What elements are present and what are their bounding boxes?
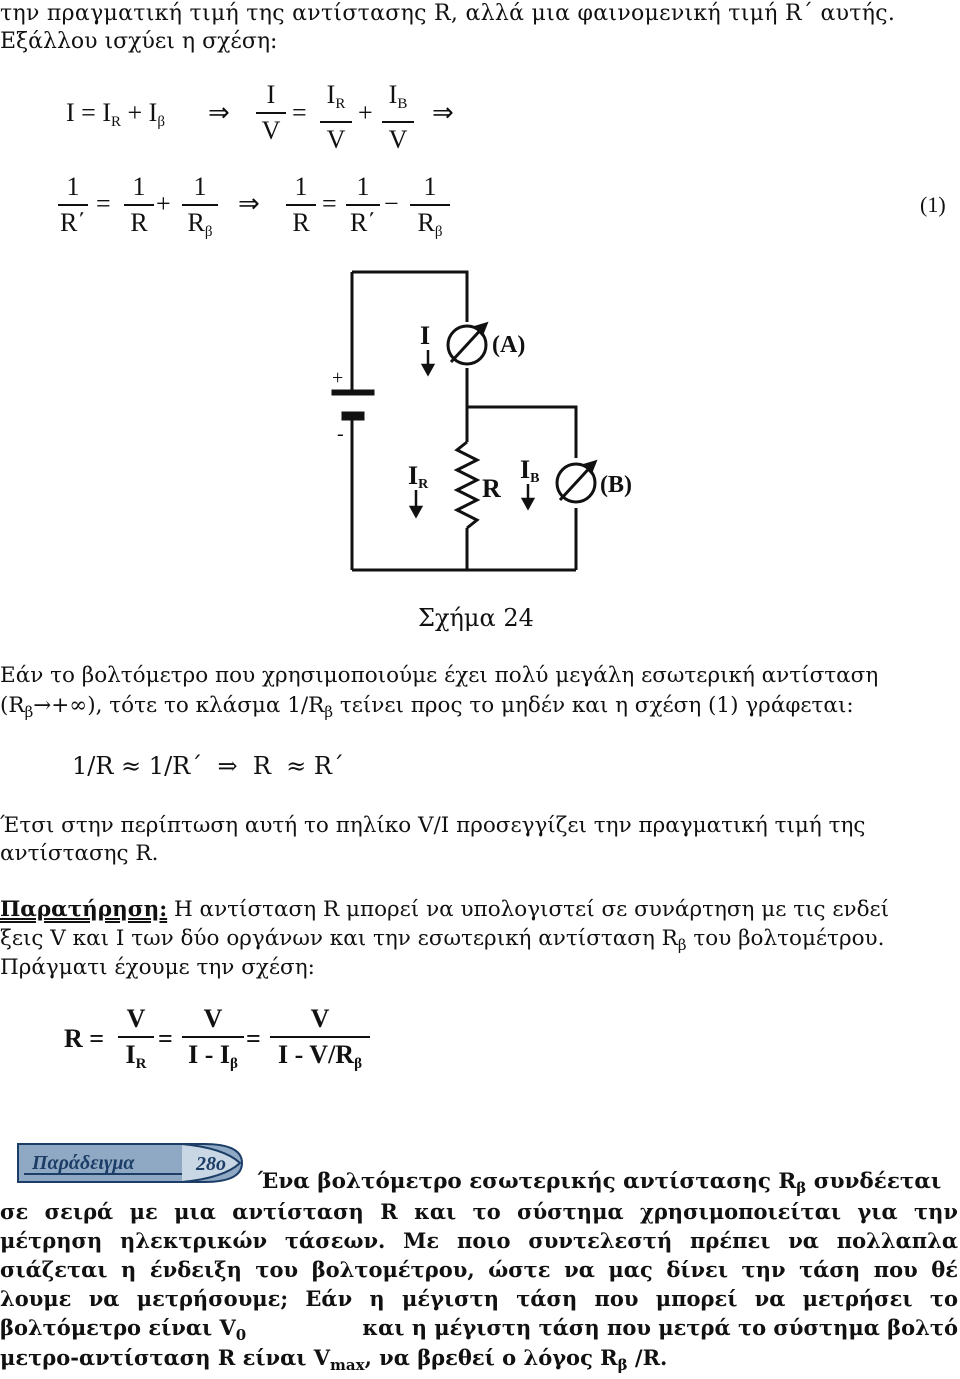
example-line-5: λουμε να μετρήσουμε; Εάν η μέγιστη τάση που μπορεί να μετρήσει το	[0, 1286, 958, 1311]
remark-line-3: Πράγματι έχουμε την σχέση:	[0, 955, 315, 980]
battery-plus-label: +	[332, 367, 344, 389]
fraction-1-over-rb-2: 1 $R_\beta$	[410, 172, 450, 247]
equation-current-sum	[66, 80, 586, 156]
equals-symbol: =	[158, 1024, 173, 1053]
implies-symbol: ⇒	[208, 98, 230, 127]
label-current-i: I	[420, 321, 431, 350]
equals-symbol: =	[96, 189, 111, 218]
approximation-equation: 1/R ≈ 1/R΄ ⇒ R ≈ R΄	[72, 752, 344, 780]
fraction-v-over-i-minus-ib: V I - $I_\beta$	[182, 1004, 244, 1079]
resistor-zigzag	[457, 442, 477, 528]
implies-symbol-2: ⇒	[432, 98, 454, 127]
remark-line-2: ξεις V και I των δύο οργάνων και την εσωτερική αντίσταση $R_\beta$ του βολτομέτρου.	[0, 926, 885, 954]
paragraph-2-line-2: αντίστασης R.	[0, 841, 159, 866]
fraction-1-over-r-2: 1 R	[286, 172, 316, 238]
example-badge	[14, 1138, 246, 1188]
minus-symbol: −	[384, 189, 399, 218]
badge-number: 28ο	[196, 1153, 226, 1175]
fraction-ib-over-v: $I_B$ V	[382, 80, 414, 155]
fraction-v-over-ir: V $I_R$	[118, 1004, 154, 1079]
paragraph-1-line-1: Εάν το βολτόμετρο που χρησιμοποιούμε έχει πολύ μεγάλη εσωτερική αντίσταση	[0, 663, 879, 688]
wire-top	[352, 272, 467, 322]
remark-heading: Παρατήρηση:	[0, 897, 168, 922]
example-line-2: σε σειρά με μια αντίσταση R και το σύστημα χρησιμοποιείται για την	[0, 1199, 958, 1224]
remark-line-1: Παρατήρηση: Η αντίσταση R μπορεί να υπολογιστεί σε συνάρτηση με τις ενδεί	[0, 897, 890, 922]
current-arrow-i	[423, 350, 433, 374]
example-line-4: σιάζεται η ένδειξη του βολτομέτρου, ώστε να μας δίνει την τάση που θέ	[0, 1257, 958, 1282]
badge-label: Παράδειγμα	[32, 1152, 135, 1174]
eq-top-lhs: $I = I_R + I_\beta$	[66, 98, 165, 130]
plus-symbol: +	[156, 189, 171, 218]
example-line-3: μέτρηση ηλεκτρικών τάσεων. Με ποιο συντελεστή πρέπει να πολλαπλα	[0, 1228, 958, 1253]
intro-line-1: την πραγματική τιμή της αντίστασης R, αλλά μια φαινομενική τιμή R΄ αυτής.	[0, 1, 896, 26]
plus-symbol: +	[358, 98, 373, 127]
label-resistor-r: R	[482, 474, 501, 503]
fraction-ir-over-v: $I_R$ V	[320, 80, 352, 155]
equals-symbol: =	[292, 98, 307, 127]
fraction-1-over-r: 1 R	[124, 172, 154, 238]
label-current-ib: IB	[520, 455, 540, 486]
fraction-1-over-rprime: 1 R΄	[60, 172, 86, 237]
voltmeter-label: (B)	[600, 472, 632, 498]
fraction-v-over-i-minus-v-rb: V I - $V/R_\beta$	[270, 1004, 370, 1079]
example-line-1: Ένα βολτόμετρο εσωτερικής αντίστασης $R_\beta$ συνδέεται	[258, 1169, 942, 1197]
equation-number: (1)	[920, 192, 946, 217]
battery-minus-label: -	[337, 423, 344, 445]
fraction-1-over-rprime-2: 1 R΄	[346, 172, 380, 238]
equation-resistance-relation	[58, 172, 958, 248]
ammeter-label: (A)	[492, 332, 526, 358]
current-arrow-ir	[411, 490, 421, 516]
r-formula-lhs: R =	[64, 1024, 105, 1053]
implies-symbol: ⇒	[238, 189, 260, 218]
example-line-7: μετρο-αντίσταση R είναι $V_{max}$, να βρεθεί ο λόγος $R_\beta$ /R.	[0, 1345, 668, 1374]
fraction-1-over-rb: 1 $R_\beta$	[182, 172, 218, 247]
equation-r-formula	[64, 1004, 394, 1084]
current-arrow-ib	[523, 484, 533, 508]
paragraph-1-line-2: $(R_\beta\to+\infty)$, τότε το κλάσμα $1/R_\beta$ τείνει προς το μηδέν και η σχέση (1) γράφεται:	[0, 693, 854, 721]
intro-line-2: Εξάλλου ισχύει η σχέση:	[0, 29, 278, 54]
voltmeter-icon	[557, 462, 595, 502]
ammeter-icon	[448, 324, 486, 364]
label-current-ir: IR	[408, 461, 429, 492]
example-line-6: βολτόμετρο είναι $V_0$ και η μέγιστη τάση που μετρά το σύστημα βολτό	[0, 1315, 958, 1344]
equals-symbol-2: =	[322, 189, 337, 218]
figure-caption: Σχήμα 24	[418, 604, 534, 632]
paragraph-2-line-1: Έτσι στην περίπτωση αυτή το πηλίκο V/I προσεγγίζει την πραγματική τιμή της	[0, 813, 866, 838]
fraction-i-over-v: I V	[256, 80, 286, 146]
equals-symbol-2: =	[246, 1024, 261, 1053]
wire-junction	[467, 407, 576, 458]
battery-symbol	[332, 390, 374, 420]
circuit-diagram	[320, 262, 650, 582]
